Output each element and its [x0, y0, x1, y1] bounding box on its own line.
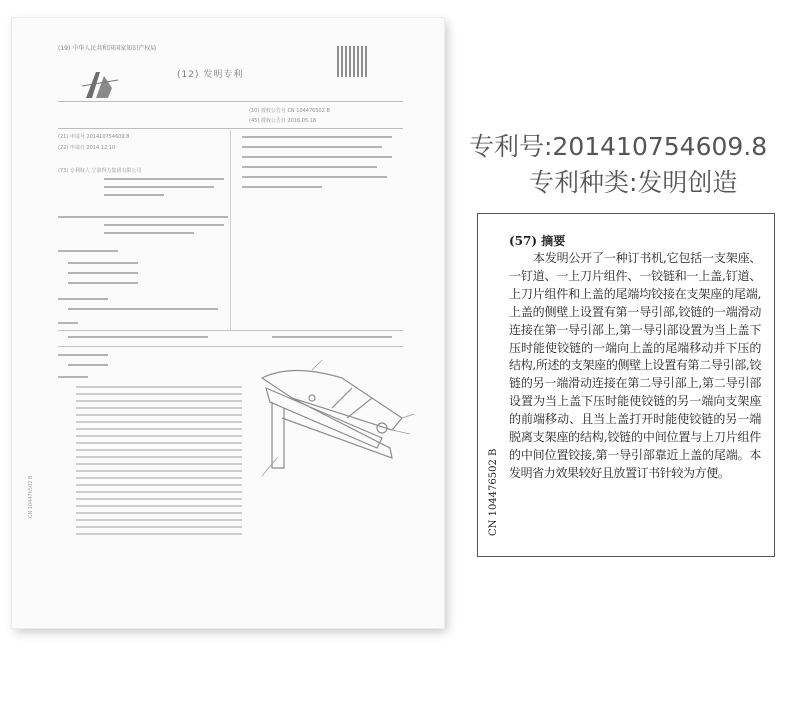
application-date: (22) 申请日 2014.12.10 — [58, 145, 116, 151]
document-text-lines — [12, 18, 444, 628]
applicant: (73) 专利权人 宁波得力集团有限公司 — [58, 168, 142, 174]
side-patent-number: CN 104476502 B — [28, 475, 34, 518]
document-type: (12) 发明专利 — [177, 70, 244, 80]
patent-number-label: 专利号:201410754609.8 — [469, 132, 768, 161]
publication-number: (10) 授权公告号 CN 104476502 B — [249, 108, 330, 114]
abstract-side-number: CN 104476502 B — [488, 448, 499, 536]
abstract-body: 本发明公开了一种订书机,它包括一支架座、一钉道、一上刀片组件、一铰链和一上盖,钉道、上刀片组件和上盖的尾端均铰接在支架座的尾端,上盖的侧壁上设置有第一导引部,铰链的一端滑动连接在第一导引部上,第一导引部设置为当上盖下压时能使铰链的一端向上盖的尾端移动并下压的结构,所述的支架座的侧壁上设置有第二导引部,铰链的另一端滑动连接在第二导引部上,第二导引部设置为当上盖下压时能使铰链的另一端向支架座的前端移动、且当上盖打开时能使铰链的另一端脱离支架座的结构,铰链的中间位置与上刀片组件的中间位置铰接,第一导引部靠近上盖的尾端。本发明省力效果较好且放置订书针较为方便。 — [509, 251, 761, 480]
stapler-drawing — [252, 358, 417, 488]
patent-type-label: 专利种类:发明创造 — [529, 168, 738, 197]
abstract-text-block — [76, 386, 242, 536]
office-header: (19) 中华人民共和国国家知识产权局 — [58, 45, 157, 52]
publication-date: (45) 授权公告日 2016.05.18 — [249, 118, 317, 124]
abstract-heading: (57) 摘要 — [509, 234, 566, 248]
patent-document-thumbnail — [12, 18, 444, 628]
application-number: (21) 申请号 201410754609.8 — [58, 134, 130, 140]
abstract-box — [477, 213, 775, 557]
